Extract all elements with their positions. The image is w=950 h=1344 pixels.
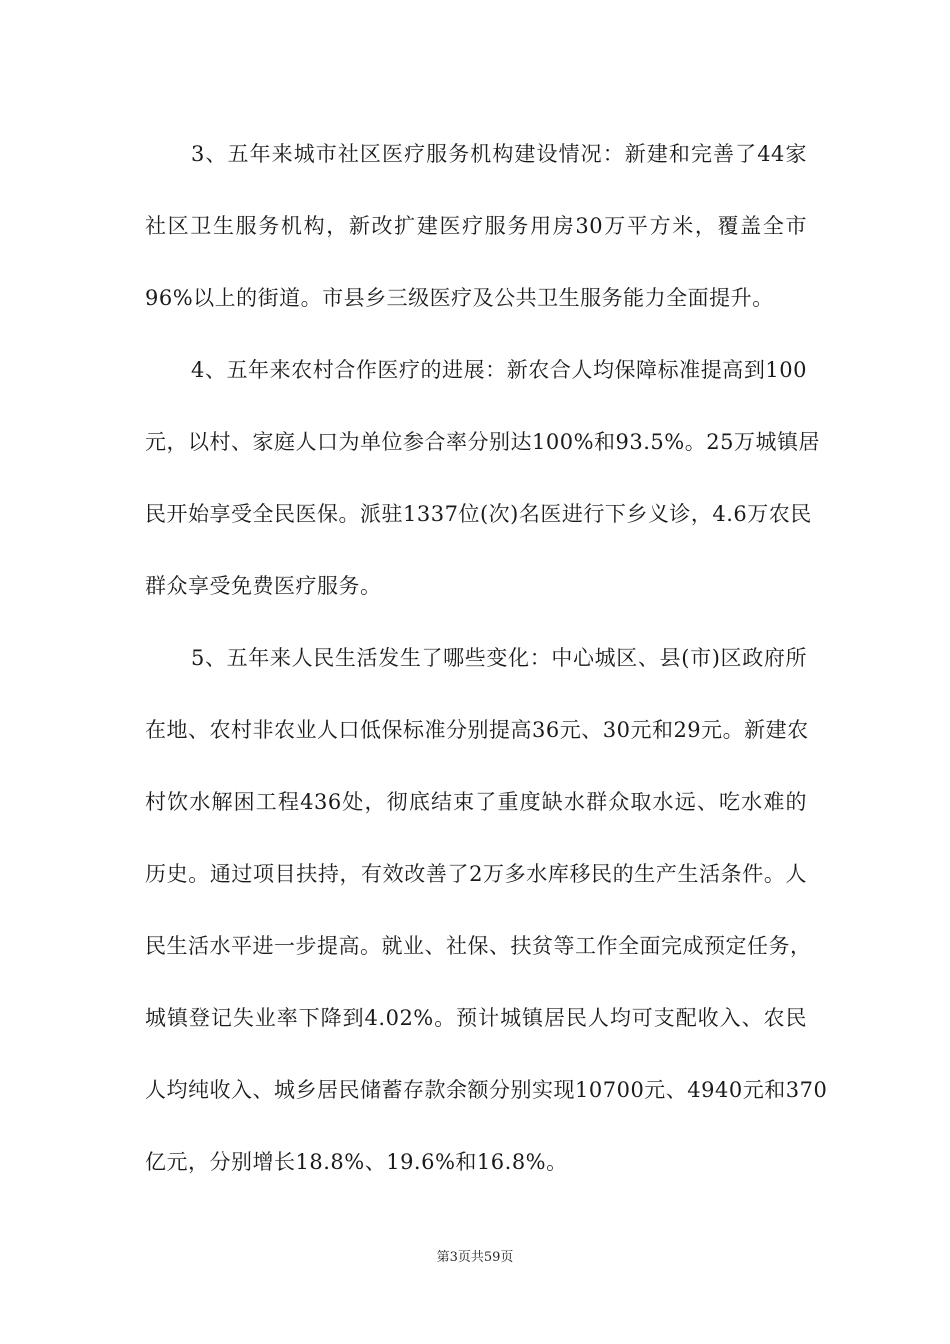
text-line: 社区卫生服务机构，新改扩建医疗服务用房30万平方米，覆盖全市 [145, 214, 807, 238]
text-line: 4、五年来农村合作医疗的进展：新农合人均保障标准提高到100 [191, 358, 807, 382]
paragraph-item-4 [145, 344, 820, 632]
text-line: 96%以上的街道。市县乡三级医疗及公共卫生服务能力全面提升。 [145, 286, 774, 310]
text-line: 5、五年来人民生活发生了哪些变化：中心城区、县(市)区政府所 [191, 646, 807, 670]
text-line: 村饮水解困工程436处，彻底结束了重度缺水群众取水远、吃水难的 [145, 790, 807, 814]
text-line: 在地、农村非农业人口低保标准分别提高36元、30元和29元。新建农 [145, 718, 809, 742]
text-line: 3、五年来城市社区医疗服务机构建设情况：新建和完善了44家 [191, 142, 807, 166]
text-line: 人均纯收入、城乡居民储蓄存款余额分别实现10700元、4940元和370 [145, 1078, 828, 1102]
paragraph-item-5 [145, 632, 828, 1208]
text-line: 亿元，分别增长18.8%、19.6%和16.8%。 [145, 1150, 568, 1174]
text-line: 元，以村、家庭人口为单位参合率分别达100%和93.5%。25万城镇居 [145, 430, 820, 454]
paragraph-item-3 [145, 128, 807, 344]
text-line: 群众享受免费医疗服务。 [145, 574, 382, 598]
text-line: 城镇登记失业率下降到4.02%。预计城镇居民人均可支配收入、农民 [145, 1006, 807, 1030]
text-line: 民开始享受全民医保。派驻1337位(次)名医进行下乡义诊，4.6万农民 [145, 502, 812, 526]
text-line: 民生活水平进一步提高。就业、社保、扶贫等工作全面完成预定任务， [145, 934, 812, 958]
page-number-footer: 第3页共59页 [436, 1250, 514, 1265]
text-line: 历史。通过项目扶持，有效改善了2万多水库移民的生产生活条件。人 [145, 862, 807, 886]
document-body [145, 128, 828, 1208]
